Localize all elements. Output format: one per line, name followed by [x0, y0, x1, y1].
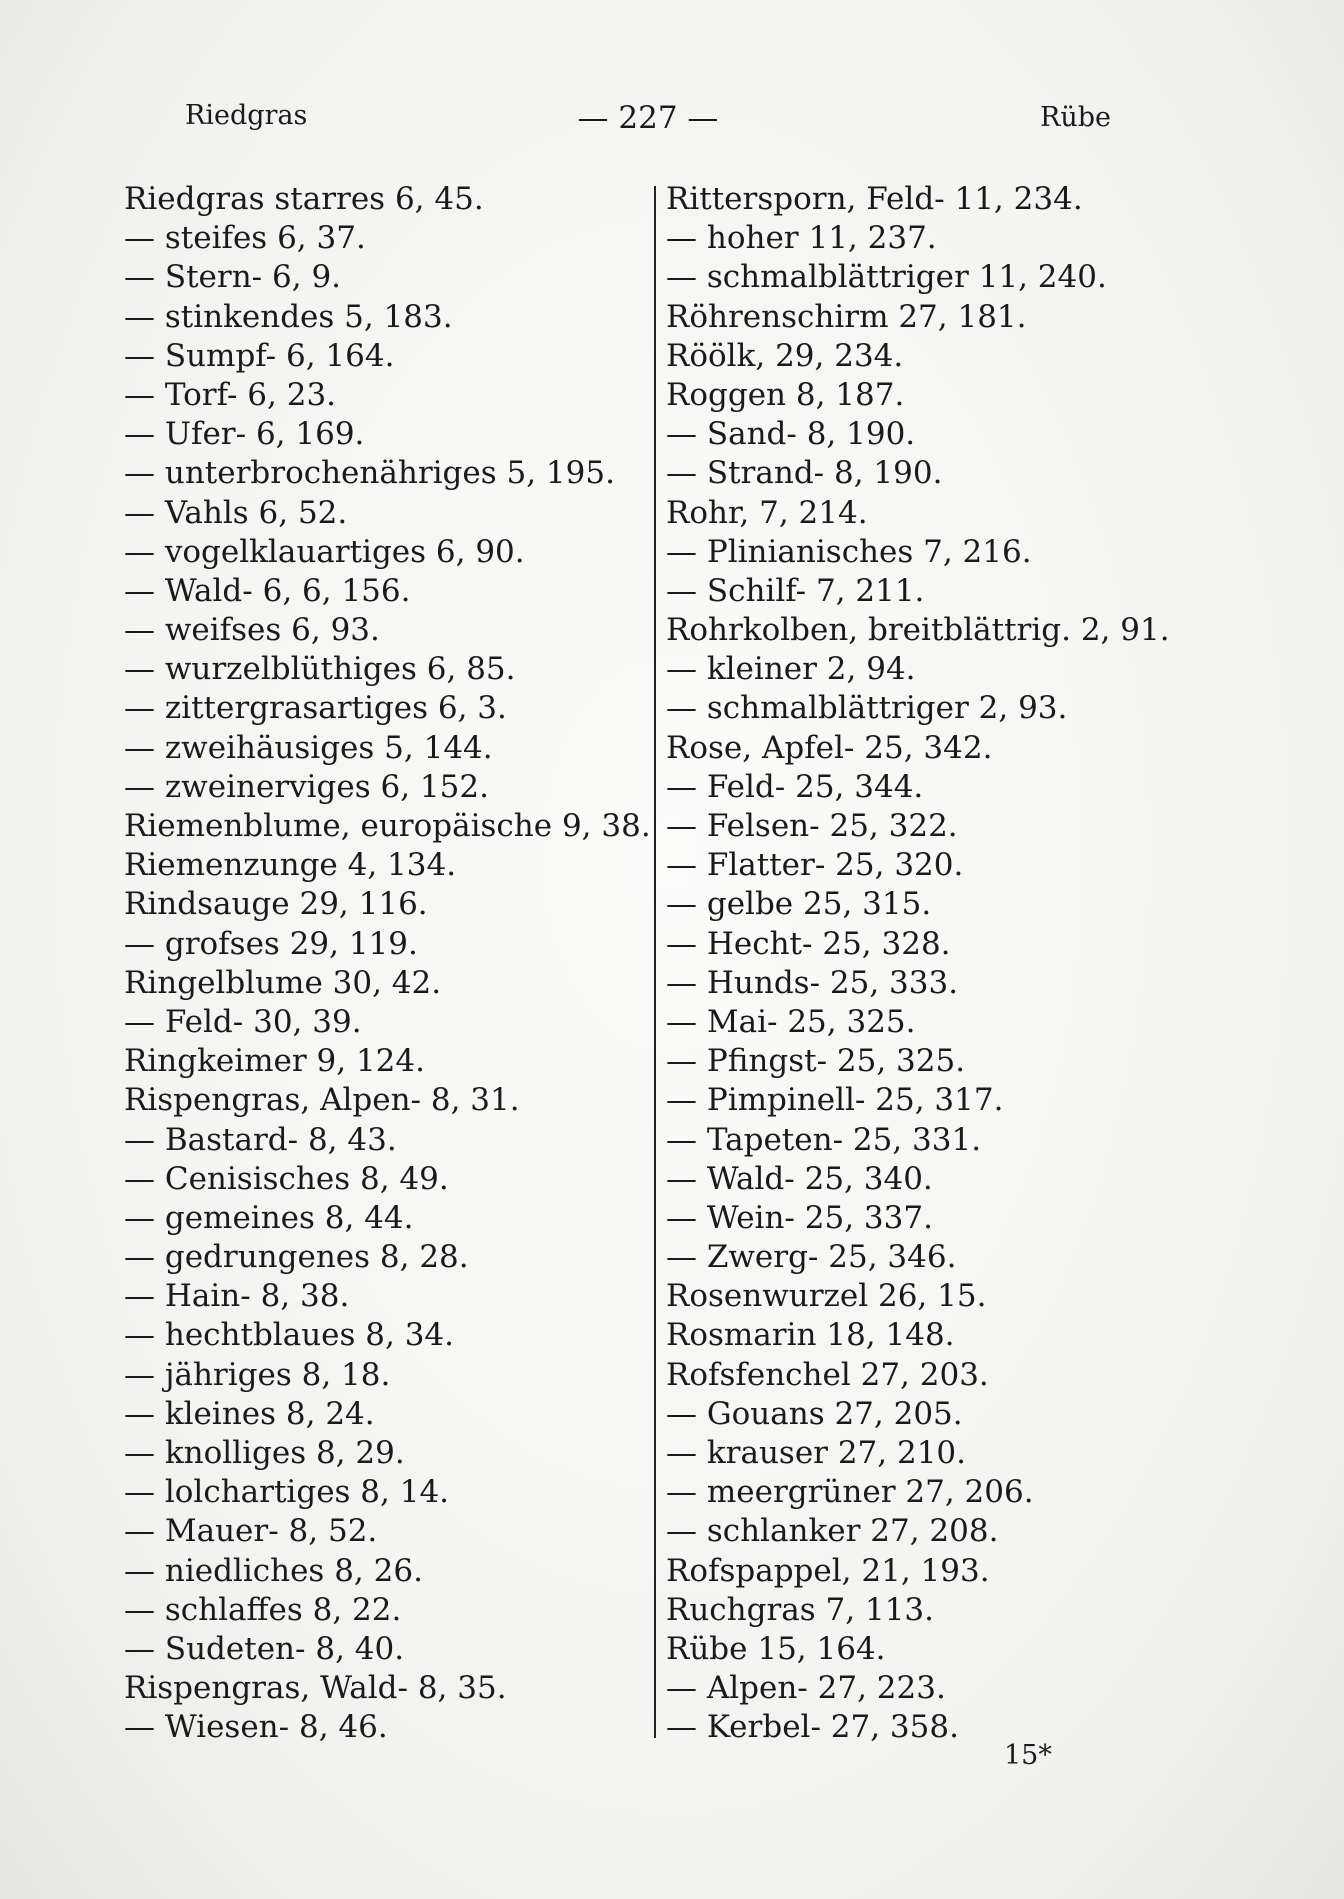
index-entry: Rofspappel, 21, 193.: [666, 1552, 990, 1589]
index-entry: Röölk, 29, 234.: [666, 337, 904, 374]
index-entry: — steifes 6, 37.: [124, 220, 366, 257]
index-entry: — knolliges 8, 29.: [124, 1435, 405, 1471]
page-number: — 227 —: [577, 100, 719, 136]
index-entry: Rübe 15, 164.: [666, 1630, 886, 1667]
index-entry: — Stern- 6, 9.: [124, 259, 342, 296]
index-entry: — schlaffes 8, 22.: [124, 1591, 402, 1628]
index-entry: Rispengras, Wald- 8, 35.: [124, 1670, 507, 1707]
index-entry: — gelbe 25, 315.: [666, 886, 932, 923]
index-entry: — Mai- 25, 325.: [666, 1003, 916, 1040]
index-entry: — Feld- 30, 39.: [124, 1003, 362, 1040]
index-entry: — zweinerviges 6, 152.: [124, 768, 489, 805]
index-entry: — zweihäusiges 5, 144.: [124, 729, 493, 766]
index-entry: — Schilf- 7, 211.: [666, 572, 925, 609]
index-entry: — Wein- 25, 337.: [666, 1199, 933, 1236]
column-divider: [654, 186, 656, 1738]
index-entry: Rittersporn, Feld- 11, 234.: [666, 181, 1083, 217]
index-entry: — grofses 29, 119.: [124, 925, 418, 962]
index-entry: — Sumpf- 6, 164.: [124, 337, 395, 374]
index-entry: — Kerbel- 27, 358.: [666, 1709, 959, 1746]
index-entry: Riemenblume, europäische 9, 38.: [124, 808, 651, 844]
index-entry: — niedliches 8, 26.: [124, 1552, 423, 1589]
index-entry: — lolchartiges 8, 14.: [124, 1474, 450, 1511]
index-entry: — gedrungenes 8, 28.: [124, 1239, 469, 1276]
index-entry: — Bastard- 8, 43.: [124, 1121, 397, 1158]
index-entry: — gemeines 8, 44.: [124, 1199, 414, 1236]
index-entry: — kleines 8, 24.: [124, 1395, 375, 1432]
index-entry: Rofsfenchel 27, 203.: [666, 1356, 989, 1393]
index-entry: — Ufer- 6, 169.: [124, 416, 365, 453]
index-entry: — Hunds- 25, 333.: [666, 964, 959, 1001]
index-entry: — zittergrasartiges 6, 3.: [124, 690, 507, 727]
index-entry: — Feld- 25, 344.: [666, 768, 924, 805]
index-entry: — meergrüner 27, 206.: [666, 1474, 1034, 1511]
index-entry: — Alpen- 27, 223.: [666, 1670, 946, 1707]
index-entry: — schlanker 27, 208.: [666, 1513, 999, 1550]
index-entry: — hechtblaues 8, 34.: [124, 1317, 454, 1354]
signature-mark: 15*: [1004, 1740, 1052, 1771]
index-entry: Röhrenschirm 27, 181.: [666, 298, 1027, 335]
index-entry: — Sudeten- 8, 40.: [124, 1630, 405, 1667]
index-entry: — Wald- 6, 6, 156.: [124, 572, 411, 609]
index-entry: — Plinianisches 7, 216.: [666, 533, 1032, 570]
index-entry: — Cenisisches 8, 49.: [124, 1160, 449, 1197]
index-entry: Rosenwurzel 26, 15.: [666, 1278, 987, 1315]
index-entry: Roggen 8, 187.: [666, 376, 905, 413]
index-entry: — wurzelblüthiges 6, 85.: [124, 651, 516, 688]
index-entry: Rispengras, Alpen- 8, 31.: [124, 1082, 520, 1119]
index-entry: — Hain- 8, 38.: [124, 1278, 350, 1315]
index-entry: — Zwerg- 25, 346.: [666, 1239, 957, 1276]
index-entry: — Gouans 27, 205.: [666, 1395, 963, 1432]
index-entry: — stinkendes 5, 183.: [124, 298, 453, 335]
index-entry: — Sand- 8, 190.: [666, 416, 916, 453]
index-entry: — Pimpinell- 25, 317.: [666, 1082, 1004, 1119]
index-entry: — Wiesen- 8, 46.: [124, 1709, 388, 1746]
index-entry: Ringkeimer 9, 124.: [124, 1043, 425, 1080]
index-entry: — jähriges 8, 18.: [124, 1356, 391, 1393]
index-entry: — Mauer- 8, 52.: [124, 1513, 378, 1550]
index-entry: — Strand- 8, 190.: [666, 455, 943, 492]
index-entry: — krauser 27, 210.: [666, 1435, 967, 1471]
header-right-keyword: Rübe: [1040, 102, 1111, 133]
index-entry: Rindsauge 29, 116.: [124, 886, 428, 923]
index-entry: — schmalblättriger 11, 240.: [666, 259, 1107, 296]
index-entry: — Torf- 6, 23.: [124, 376, 337, 413]
header-left-keyword: Riedgras: [185, 100, 308, 131]
index-column-left: [124, 180, 654, 1748]
index-entry: — hoher 11, 237.: [666, 220, 937, 257]
index-entry: Ringelblume 30, 42.: [124, 964, 442, 1001]
running-header: [0, 100, 1344, 150]
index-entry: — weifses 6, 93.: [124, 612, 380, 649]
index-entry: — Flatter- 25, 320.: [666, 847, 964, 884]
index-entry: Ruchgras 7, 113.: [666, 1591, 934, 1628]
index-entry: Rohrkolben, breitblättrig. 2, 91.: [666, 612, 1170, 649]
index-entry: Riemenzunge 4, 134.: [124, 847, 457, 884]
index-entry: Rose, Apfel- 25, 342.: [666, 729, 993, 766]
index-entry: — unterbrochenähriges 5, 195.: [124, 455, 615, 492]
index-entry: — kleiner 2, 94.: [666, 651, 916, 688]
index-entry: — Tapeten- 25, 331.: [666, 1121, 982, 1158]
index-entry: Rohr, 7, 214.: [666, 494, 868, 531]
index-entry: — vogelklauartiges 6, 90.: [124, 533, 525, 570]
index-entry: — Vahls 6, 52.: [124, 494, 348, 531]
index-entry: — Wald- 25, 340.: [666, 1160, 933, 1197]
index-entry: Rosmarin 18, 148.: [666, 1317, 955, 1354]
index-entry: — Felsen- 25, 322.: [666, 808, 958, 844]
index-column-right: [666, 180, 1226, 1748]
index-entry: — Pfingst- 25, 325.: [666, 1043, 966, 1080]
index-entry: Riedgras starres 6, 45.: [124, 181, 484, 217]
index-entry: — schmalblättriger 2, 93.: [666, 690, 1068, 727]
index-entry: — Hecht- 25, 328.: [666, 925, 951, 962]
